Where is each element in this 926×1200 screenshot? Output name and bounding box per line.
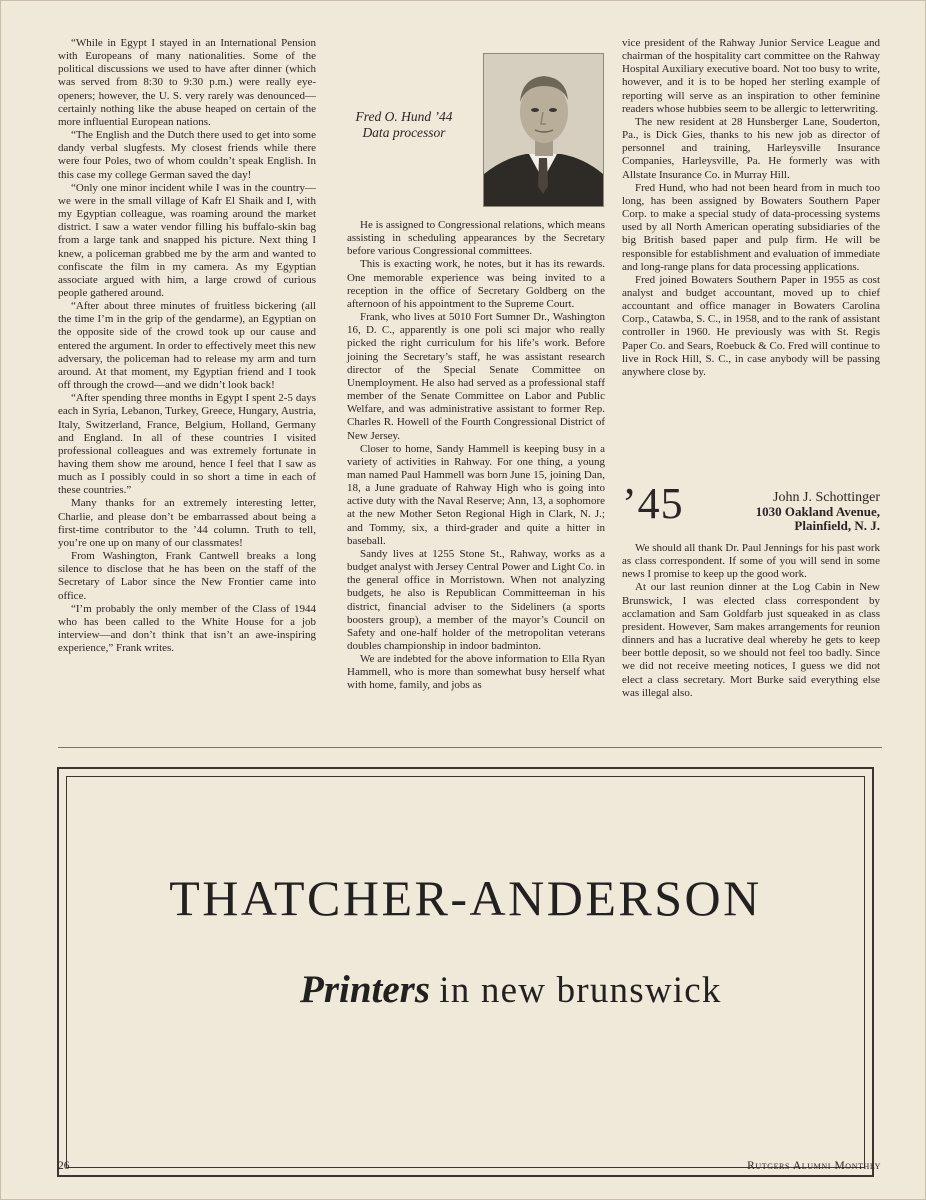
paragraph: “The English and the Dutch there used to get into some dandy verbal slugfests. My closest friends while there were four Poles, two of whom couldn’t speak English. In this case my college German saved the day! <box>58 129 316 181</box>
photo-caption <box>330 109 478 141</box>
column-3-continued <box>622 542 880 700</box>
paragraph: This is exacting work, he notes, but it has its rewards. One memorable experience was being invited to a reception in the office of Secretary Goldberg on the afternoon of his appointment to the Supreme Court. <box>347 258 605 310</box>
column-2 <box>347 219 605 693</box>
correspondent-address-line2: Plainfield, N. J. <box>794 518 880 533</box>
paragraph: Many thanks for an extremely interesting letter, Charlie, and please don’t be embarrassed about being a first-time contributor to the ’44 column. Truth to tell, you’re one up on many of our classmates! <box>58 497 316 549</box>
paragraph: Fred Hund, who had not been heard from in much too long, has been assigned by Bowaters Southern Paper Corp. to make a special study of data-processing systems used by all North American operating subsidiaries of the big British based paper and pulp firm. He will be responsible for establishment and evaluation of immediate and long-range plans for data processing applications. <box>622 181 880 273</box>
tagline-rest: in new brunswick <box>439 970 722 1011</box>
paragraph: vice president of the Rahway Junior Service League and chairman of the hospitality cart committee on the Rahway Hospital Auxiliary executive board. Not too busy to write, however, and it is to be hoped her sterling example of reporting will serve as an inspiration to other feminine readers whose hubbies seem to be allergic to letterwriting. <box>622 37 880 115</box>
paragraph: Closer to home, Sandy Hammell is keeping busy in a variety of activities in Rahway. For one thing, a young man named Paul Hammell was born June 15, joining Dan, 18, a June graduate of Rahway High who is going into active duty with the Naval Reserve; Ann, 13, a sophomore at the new Mother Seton Regional High in Clark, N. J.; and Tommy, six, a third-grader and quite a hitter in baseball. <box>347 442 605 547</box>
paragraph: “I’m probably the only member of the Class of 1944 who has been called to the White House for a job interview—and don’t think that isn’t an awe-inspiring experience,” Frank writes. <box>58 602 316 655</box>
publication-name: Rutgers Alumni Monthly <box>747 1160 881 1172</box>
horizontal-divider <box>58 747 882 748</box>
caption-name: Fred O. Hund ’44 <box>355 109 453 124</box>
column-1 <box>58 37 316 655</box>
correspondent-name: John J. Schottinger <box>773 490 880 505</box>
paragraph: “After spending three months in Egypt I spent 2-5 days each in Syria, Lebanon, Turkey, Greece, Hungary, Austria, Italy, Switzerland, France, Belgium, Holland, Germany and England. In all of these countries I visited professional colleagues and was extremely fortunate in having them show me around, hence I feel that I saw as much as I possibly could in so short a time in each of these countries.” <box>58 392 316 497</box>
paragraph: “Only one minor incident while I was in the country—we were in the small village of Kafr El Shaik and I, with my Egyptian colleague, was roaming around the market district. I saw a water vendor filling his buffalo-skin bag from a large tank and snapped his picture. Next thing I knew, a policeman grabbed me by the arm and wanted to confiscate the film in my camera. As my Egyptian associate argued with him, a large crowd of curious people gathered around. <box>58 181 316 299</box>
advertisement-tagline <box>300 968 722 1013</box>
portrait-illustration <box>484 54 603 206</box>
paragraph: We are indebted for the above information to Ella Ryan Hammell, who is more than somewhat busy herself what with home, family, and jobs as <box>347 653 605 692</box>
paragraph: At our last reunion dinner at the Log Cabin in New Brunswick, I was elected class correspondent by acclamation and Sam Goldfarb just squeaked in as class president. However, Sam makes arrangements for reunion dinners and has a lucrative deal whereby he gets to keep beer bottle deposit, so we should not feel too badly. Since we did not receive meeting notices, I guess we did not elect a class secretary. Mort Burke said everything else was illegal also. <box>622 581 880 699</box>
correspondent-address-line1: 1030 Oakland Avenue, <box>755 504 880 519</box>
tagline-bold: Printers <box>300 968 431 1011</box>
paragraph: From Washington, Frank Cantwell breaks a long silence to disclose that he has been on the staff of the Secretary of Labor since the New Frontier came into office. <box>58 550 316 602</box>
paragraph: We should all thank Dr. Paul Jennings for his past work as class correspondent. If some of you will send in some news I promise to keep up the good work. <box>622 542 880 581</box>
page-number: 26 <box>58 1160 70 1172</box>
column-3 <box>622 37 880 379</box>
paragraph: Fred joined Bowaters Southern Paper in 1955 as cost analyst and budget accountant, moved up to chief accountant and office manager in Bowaters Carolina Corp., Catawba, S. C., in 1958, and to the rank of assistant controller in 1960. He previously was with St. Regis Paper Co. and Sears, Roebuck & Co. Fred will continue to live in Rock Hill, S. C., in case anybody will be passing anywhere close by. <box>622 273 880 378</box>
paragraph: “After about three minutes of fruitless bickering (all the time I’m in the grip of the gendarme), an Egyptian on the opposite side of the crowd took up our cause and entered the argument. In order to effectively meet this new adversary, the policeman had to release my arm and turn around. At that moment, my Egyptian friend and I took off through the crowd—and we didn’t look back! <box>58 300 316 392</box>
paragraph: Frank, who lives at 5010 Fort Sumner Dr., Washington 16, D. C., apparently is one poli sci major who really picked the right curriculum for his life’s work. Before joining the Secretary’s staff, he was assistant research director of the Special Senate Committee on Unemployment. He also had served as a professional staff member of the Senate Committee on Labor and Public Welfare, and was administrative assistant to former Rep. Charles R. Howell of the Fourth Congressional District of New Jersey. <box>347 311 605 442</box>
caption-title: Data processor <box>362 125 446 140</box>
class-year-heading: ’45 <box>622 479 684 528</box>
advertisement-box <box>57 767 874 1177</box>
class-correspondent <box>700 491 880 533</box>
paragraph: Sandy lives at 1255 Stone St., Rahway, works as a budget analyst with Jersey Central Power and Light Co. in the general office in Morristown. When not analyzing budgets, he also is Republican Committeeman in his district, financial adviser to the Sideliners (a sports boosters group), a member of the mayor’s Council on Safety and one-half holder of the metropolitan veterans doubles championship in indoor badminton. <box>347 547 605 652</box>
advertiser-name: THATCHER-ANDERSON <box>169 870 762 926</box>
paragraph: The new resident at 28 Hunsberger Lane, Souderton, Pa., is Dick Gies, thanks to his new job as director of personnel and training, Harleysville Insurance Companies, Harleysville, Pa. He formerly was with Allstate Insurance Co. in Murray Hill. <box>622 115 880 181</box>
portrait-photo <box>483 53 604 207</box>
paragraph: “While in Egypt I stayed in an International Pension with Europeans of many nationalities. Some of the political discussions we used to have after dinner (which was served from 8:30 to 9:30 p.m.) were really eye-openers; however, the U. S. very rarely was denounced—certainly nothing like the abuse heaped on certain of the more influential European nations. <box>58 37 316 128</box>
paragraph: He is assigned to Congressional relations, which means assisting in scheduling appearances by the Secretary before various Congressional committees. <box>347 219 605 258</box>
